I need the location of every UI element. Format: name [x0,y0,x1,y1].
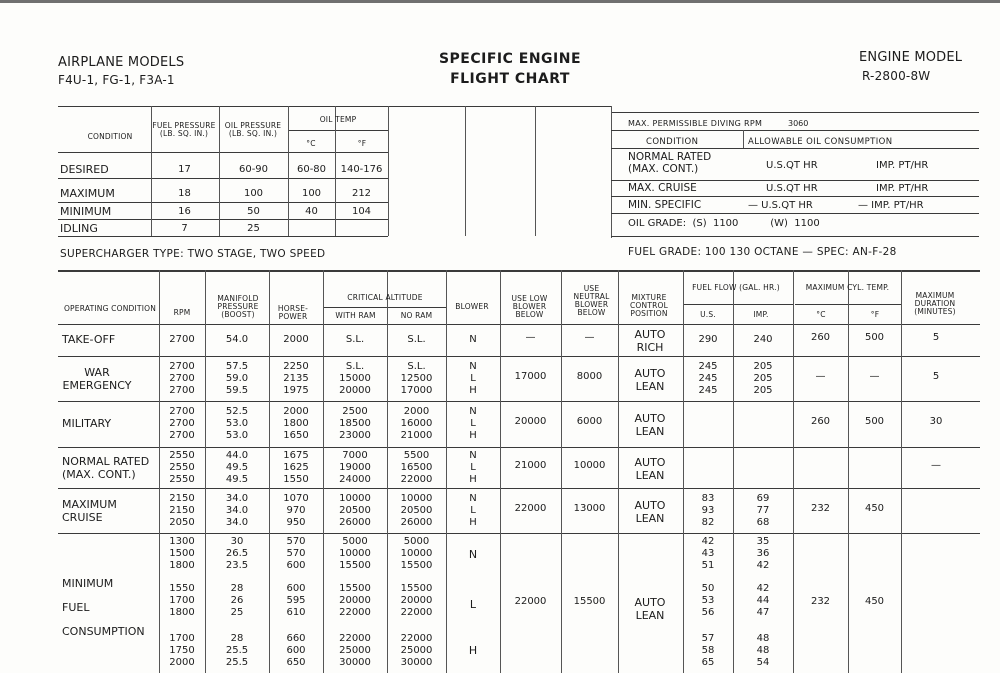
main-blower-cell: H [468,644,478,657]
main-ram-cell: 19000 [339,461,371,473]
main-condition-cell: MINIMUM FUEL CONSUMPTION [62,577,145,638]
main-ram-cell: 22000 [339,607,371,618]
oil-grade: OIL GRADE: (S) 1100 (W) 1100 [628,218,820,229]
main-hp-cell: 595 [286,595,306,606]
ur-condition-cell: MIN. SPECIFIC [628,199,702,211]
main-us-cell: 56 [701,607,715,618]
rule-v [901,270,902,673]
main-ram-cell: 5000 [342,536,368,547]
main-critical-altitude-header: CRITICAL ALTITUDE [347,293,423,302]
main-ram-cell: 23000 [339,430,371,441]
rule-h [58,533,980,534]
main-mp-cell: 49.5 [225,473,249,485]
main-blower-cell: H [469,516,477,528]
main-cyl-c-cell: 232 [810,596,831,607]
ul-condition-cell: MINIMUM [60,205,112,218]
main-mp-cell: 30 [230,536,244,547]
rule-h [611,148,979,149]
main-ram-cell: 15500 [339,560,371,571]
main-imp-cell: 205 [753,372,773,384]
main-mp-cell: 34.0 [225,516,249,528]
main-rpm-cell: 1700 [169,633,195,644]
main-noram-cell: 20000 [400,595,433,606]
main-rpm-cell: 2700 [169,334,195,345]
ul-temp_f-cell: 212 [351,188,372,199]
airplane-models-label: AIRPLANE MODELS [58,55,185,70]
main-rpm-header: RPM [173,308,191,317]
main-blower-cell: N [469,406,477,417]
main-mp-cell: 28 [230,633,244,644]
main-noram-cell: 12500 [400,372,433,384]
chart-title-line2: FLIGHT CHART [450,71,570,87]
main-noram-cell: 21000 [400,430,433,441]
main-rpm-cell: 2700 [169,406,195,417]
main-ram-cell: 15000 [339,372,371,384]
main-noram-cell: 16000 [400,418,433,429]
main-ram-cell: 20500 [339,504,371,516]
main-horsepower-header: HORSE-POWER [277,304,309,321]
main-us-cell: 245 [698,372,718,384]
main-ram-cell: 7000 [342,449,368,461]
main-blower-cell: L [470,461,476,473]
rule-h [58,324,980,325]
main-imp-cell: 36 [756,548,770,559]
main-noram-cell: 5000 [403,536,430,547]
main-mp-cell: 34.0 [225,504,249,516]
main-rpm-cell: 1550 [169,583,195,594]
main-mp-cell: 57.5 [225,360,249,372]
main-us-cell: 290 [698,334,718,345]
main-noram-cell: 5500 [403,449,430,461]
main-with-ram-header: WITH RAM [335,311,376,320]
main-ram-cell: 22000 [339,633,371,644]
main-us-cell: 93 [701,504,715,516]
main-noram-cell: 15500 [400,560,433,571]
main-hp-cell: 1650 [283,430,309,441]
main-hp-cell: 600 [286,645,306,656]
main-mp-cell: 44.0 [225,449,249,461]
ur-condition-header: CONDITION [646,137,699,147]
main-noram-cell: 26000 [400,516,433,528]
main-us-cell: 245 [698,360,718,372]
main-noram-cell: 2000 [403,406,430,417]
main-hp-cell: 2135 [283,372,309,384]
rule-v [611,106,612,238]
main-imp-cell: 205 [753,384,773,396]
main-imp-cell: 54 [756,657,770,668]
ul-temp_c-cell: 40 [305,206,318,217]
main-hp-cell: 600 [286,583,306,594]
main-us-cell: 245 [698,384,718,396]
main-blower-cell: L [469,598,477,611]
main-imp-cell: 240 [753,334,773,345]
ul-fuel-cell: 18 [178,188,191,199]
ur-us-cell: — U.S.QT HR [748,200,813,211]
ul-oil-pressure-header: OIL PRESSURE (LB. SQ. IN.) [224,121,282,138]
main-rpm-cell: 1700 [169,595,195,606]
main-us-cell: 43 [701,548,715,559]
main-blower-cell: N [469,492,477,504]
main-low-blower-header: USE LOW BLOWER BELOW [511,294,548,319]
main-imp-cell: 42 [756,583,770,594]
main-imp-cell: 44 [756,595,770,606]
main-rpm-cell: 2700 [169,360,195,372]
main-ram-cell: 26000 [339,516,371,528]
rule-v [500,270,501,673]
ul-temp_f-cell: 104 [351,206,372,217]
main-ram-cell: 20000 [339,595,371,606]
main-cyl-c-header: °C [816,310,826,319]
main-noram-cell: 10000 [400,492,433,504]
ul-temp_f-cell: 140-176 [340,164,383,175]
main-hp-cell: 1675 [283,449,309,461]
main-blower-cell: H [469,384,477,396]
main-ram-cell: 30000 [339,657,371,668]
main-hp-cell: 1800 [283,418,309,429]
rule-h [611,180,979,181]
rule-v [465,106,466,236]
ul-fuel-cell: 7 [181,223,188,234]
main-mixture-cell: AUTO LEAN [634,412,666,438]
main-mp-cell: 34.0 [225,492,249,504]
main-cyl-f-cell: 450 [864,502,885,514]
main-condition-cell: NORMAL RATED (MAX. CONT.) [62,454,150,481]
rule-h [58,219,388,220]
supercharger-type: SUPERCHARGER TYPE: TWO STAGE, TWO SPEED [60,248,326,260]
ur-imp-cell: IMP. PT/HR [876,183,929,194]
ul-fuel-cell: 16 [178,206,191,217]
main-hp-cell: 970 [286,504,306,516]
main-mp-cell: 54.0 [225,334,249,345]
main-neutral-blower-cell: 10000 [573,459,606,471]
rule-h [324,307,446,308]
rule-v [848,270,849,673]
main-us-cell: 42 [701,536,715,547]
rule-h [58,401,980,402]
main-us-cell: 83 [701,492,715,504]
main-neutral-blower-cell: — [584,332,595,343]
main-hp-cell: 1975 [283,384,309,396]
main-us-cell: 50 [701,583,715,594]
main-blower-cell: N [469,360,477,372]
engine-model-label: ENGINE MODEL [859,50,963,65]
rule-h [58,488,980,489]
airplane-models: F4U-1, FG-1, F3A-1 [58,73,175,87]
main-imp-cell: 35 [756,536,770,547]
main-hp-cell: 950 [286,516,306,528]
main-hp-cell: 650 [286,657,306,668]
main-rpm-cell: 2700 [169,384,195,396]
main-cyl-f-cell: 500 [864,332,885,343]
main-cyl-temp-header: MAXIMUM CYL. TEMP. [805,283,890,292]
main-blower-cell: H [469,473,477,485]
main-cyl-f-cell: 450 [864,596,885,607]
main-imp-cell: 68 [756,516,770,528]
ul-condition-cell: DESIRED [60,163,109,176]
rule-h [611,213,979,214]
main-hp-cell: 2000 [283,406,309,417]
engine-model: R-2800-8W [862,69,931,83]
ul-temp_c-cell: 100 [301,188,322,199]
main-imp-cell: 77 [756,504,770,516]
main-us-cell: 65 [701,657,715,668]
ul-condition-cell: MAXIMUM [60,187,115,200]
rule-h [58,202,388,203]
main-mp-cell: 23.5 [225,560,249,571]
ul-temp_c-cell: 60-80 [296,164,327,175]
main-ram-cell: 15500 [339,583,371,594]
ul-oil-cell: 100 [243,188,264,199]
main-rpm-cell: 2700 [169,418,195,429]
ur-imp-cell: IMP. PT/HR [876,160,929,171]
rule-h [611,112,979,113]
main-mixture-cell: AUTO LEAN [634,498,666,525]
main-imp-cell: 42 [756,560,770,571]
main-low-blower-cell: — [525,332,536,343]
main-mp-cell: 25.5 [225,657,249,668]
ul-oil-cell: 25 [247,223,260,234]
main-us-cell: 58 [701,645,715,656]
main-rpm-cell: 2700 [169,430,195,441]
main-noram-cell: 20500 [400,504,433,516]
main-noram-cell: S.L. [407,334,426,345]
main-rpm-cell: 2550 [169,449,195,461]
main-mixture-cell: AUTO RICH [634,328,666,354]
main-cyl-c-cell: 260 [810,332,831,343]
main-us-cell: 82 [701,516,715,528]
rule-v [561,270,562,673]
main-mp-cell: 49.5 [225,461,249,473]
main-mp-cell: 53.0 [225,418,249,429]
rule-h [58,270,980,272]
main-noram-cell: 25000 [400,645,433,656]
main-no-ram-header: NO RAM [400,311,433,320]
chart-title-line1: SPECIFIC ENGINE [438,51,582,67]
main-condition-cell: WAR EMERGENCY [62,365,132,392]
main-noram-cell: 22000 [400,633,433,644]
main-ram-cell: S.L. [345,334,365,345]
main-duration-cell: 30 [929,416,943,427]
main-cyl-c-cell: 232 [810,502,831,514]
main-ram-cell: 25000 [339,645,371,656]
ul-oil-temp-header: OIL TEMP [319,115,357,124]
rule-h [58,236,388,237]
rule-h [611,236,979,237]
fuel-grade: FUEL GRADE: 100 130 OCTANE — SPEC: AN-F-28 [628,246,897,258]
ul-deg-f-header: °F [357,139,367,148]
rule-v [535,106,536,236]
main-mp-cell: 28 [230,583,244,594]
main-mixture-cell: AUTO LEAN [634,366,666,393]
main-us-cell: 53 [701,595,715,606]
main-noram-cell: 17000 [400,384,433,396]
main-hp-cell: 570 [286,536,306,547]
main-low-blower-cell: 22000 [514,596,547,607]
ul-fuel-cell: 17 [178,164,191,175]
main-ram-cell: 10000 [339,548,371,559]
main-duration-header: MAXIMUM DURATION (MINUTES) [914,291,956,316]
main-mp-cell: 52.5 [225,406,249,417]
ul-deg-c-header: °C [306,139,316,148]
main-hp-cell: 600 [286,560,306,571]
main-blower-cell: N [469,449,477,461]
ur-condition-cell: MAX. CRUISE [628,182,697,194]
main-hp-cell: 610 [286,607,306,618]
main-mp-cell: 59.5 [225,384,249,396]
main-ram-cell: 10000 [339,492,371,504]
main-mixture-cell: AUTO LEAN [634,596,666,622]
main-cyl-f-cell: 500 [864,416,885,427]
main-rpm-cell: 1300 [169,536,195,547]
main-mp-cell: 26.5 [225,548,249,559]
main-blower-cell: H [469,430,477,441]
ul-condition-header: CONDITION [87,132,133,141]
main-operating-condition-header: OPERATING CONDITION [63,304,157,313]
rule-h [611,130,979,131]
ur-us-cell: U.S.QT HR [766,183,818,194]
ur-us-cell: U.S.QT HR [766,160,818,171]
main-hp-cell: 1550 [283,473,309,485]
main-duration-cell: — [931,459,941,471]
main-cyl-f-cell: — [869,370,880,382]
main-cyl-f-header: °F [870,310,880,319]
main-imp-cell: 69 [756,492,770,504]
main-us-cell: 51 [701,560,715,571]
ur-consumption-header: ALLOWABLE OIL CONSUMPTION [748,137,893,147]
rule-h [58,152,388,153]
main-rpm-cell: 2700 [169,372,195,384]
diving-rpm-value: 3060 [788,119,809,128]
rule-h [58,178,388,179]
main-fuel-flow-header: FUEL FLOW (GAL. HR.) [692,283,780,292]
main-us-cell: 57 [701,633,715,644]
main-neutral-blower-header: USE NEUTRAL BLOWER BELOW [573,284,610,317]
main-noram-cell: 15500 [400,583,433,594]
main-rpm-cell: 1500 [169,548,195,559]
rule-h [611,196,979,197]
ur-imp-cell: — IMP. PT/HR [858,200,924,211]
main-mp-cell: 59.0 [225,372,249,384]
main-rpm-cell: 1800 [169,560,195,571]
main-mp-cell: 53.0 [225,430,249,441]
main-rpm-cell: 2150 [169,492,195,504]
main-blower-cell: L [470,372,476,384]
main-ram-cell: 24000 [339,473,371,485]
main-noram-cell: 22000 [400,473,433,485]
rule-h [684,304,794,305]
rule-h [288,130,388,131]
rule-v [388,106,389,236]
main-rpm-cell: 2550 [169,461,195,473]
main-noram-cell: S.L. [407,360,426,372]
main-low-blower-cell: 17000 [514,370,547,382]
main-neutral-blower-cell: 13000 [573,502,606,514]
main-manifold-header: MANIFOLD PRESSURE (BOOST) [217,294,259,319]
main-hp-cell: 660 [286,633,306,644]
main-rpm-cell: 2150 [169,504,195,516]
main-condition-cell: MAXIMUM CRUISE [62,497,117,524]
main-low-blower-cell: 22000 [514,502,547,514]
ul-condition-cell: IDLING [60,222,98,235]
main-low-blower-cell: 20000 [514,416,547,427]
main-ram-cell: S.L. [345,360,365,372]
main-hp-cell: 570 [286,548,306,559]
main-ram-cell: 18500 [339,418,371,429]
ul-oil-cell: 60-90 [238,164,269,175]
rule-v [618,270,619,673]
main-rpm-cell: 1800 [169,607,195,618]
main-blower-cell: N [469,334,477,345]
main-imp-cell: 205 [753,360,773,372]
main-ram-cell: 20000 [339,384,371,396]
main-imp-cell: 48 [756,633,770,644]
main-noram-cell: 10000 [400,548,433,559]
main-rpm-cell: 1750 [169,645,195,656]
main-blower-cell: L [470,504,476,516]
main-cyl-c-cell: 260 [810,416,831,427]
main-mp-cell: 25 [230,607,244,618]
main-rpm-cell: 2050 [169,516,195,528]
main-mixture-header: MIXTURE CONTROL POSITION [629,293,669,318]
main-noram-cell: 30000 [400,657,433,668]
main-neutral-blower-cell: 6000 [576,416,603,427]
main-imp-header: IMP. [753,310,769,319]
main-rpm-cell: 2000 [169,657,195,668]
rule-h [58,356,980,357]
main-condition-cell: MILITARY [62,417,112,430]
main-mp-cell: 26 [230,595,244,606]
rule-v [793,270,794,673]
main-hp-cell: 2250 [283,360,309,372]
main-duration-cell: 5 [932,332,940,343]
main-blower-header: BLOWER [455,302,489,311]
main-cyl-c-cell: — [815,370,826,382]
rule-h [58,447,980,448]
main-blower-cell: N [468,548,478,561]
main-imp-cell: 47 [756,607,770,618]
main-hp-cell: 1625 [283,461,309,473]
ul-fuel-pressure-header: FUEL PRESSURE (LB. SQ. IN.) [152,121,216,138]
main-ram-cell: 2500 [342,406,368,417]
rule-v [743,130,744,148]
main-blower-cell: L [470,418,476,429]
diving-rpm-label: MAX. PERMISSIBLE DIVING RPM [628,119,763,128]
main-low-blower-cell: 21000 [514,459,547,471]
main-rpm-cell: 2550 [169,473,195,485]
main-neutral-blower-cell: 8000 [576,370,603,382]
scan-top-edge [0,0,1000,3]
main-noram-cell: 16500 [400,461,433,473]
main-neutral-blower-cell: 15500 [573,596,606,607]
main-mixture-cell: AUTO LEAN [634,455,666,482]
main-us-header: U.S. [700,310,716,319]
main-mp-cell: 25.5 [225,645,249,656]
main-condition-cell: TAKE-OFF [62,333,116,346]
ul-oil-cell: 50 [247,206,260,217]
main-noram-cell: 22000 [400,607,433,618]
ur-condition-cell: NORMAL RATED (MAX. CONT.) [628,151,712,175]
main-imp-cell: 48 [756,645,770,656]
main-duration-cell: 5 [932,370,940,382]
main-hp-cell: 2000 [283,334,309,345]
main-hp-cell: 1070 [283,492,309,504]
